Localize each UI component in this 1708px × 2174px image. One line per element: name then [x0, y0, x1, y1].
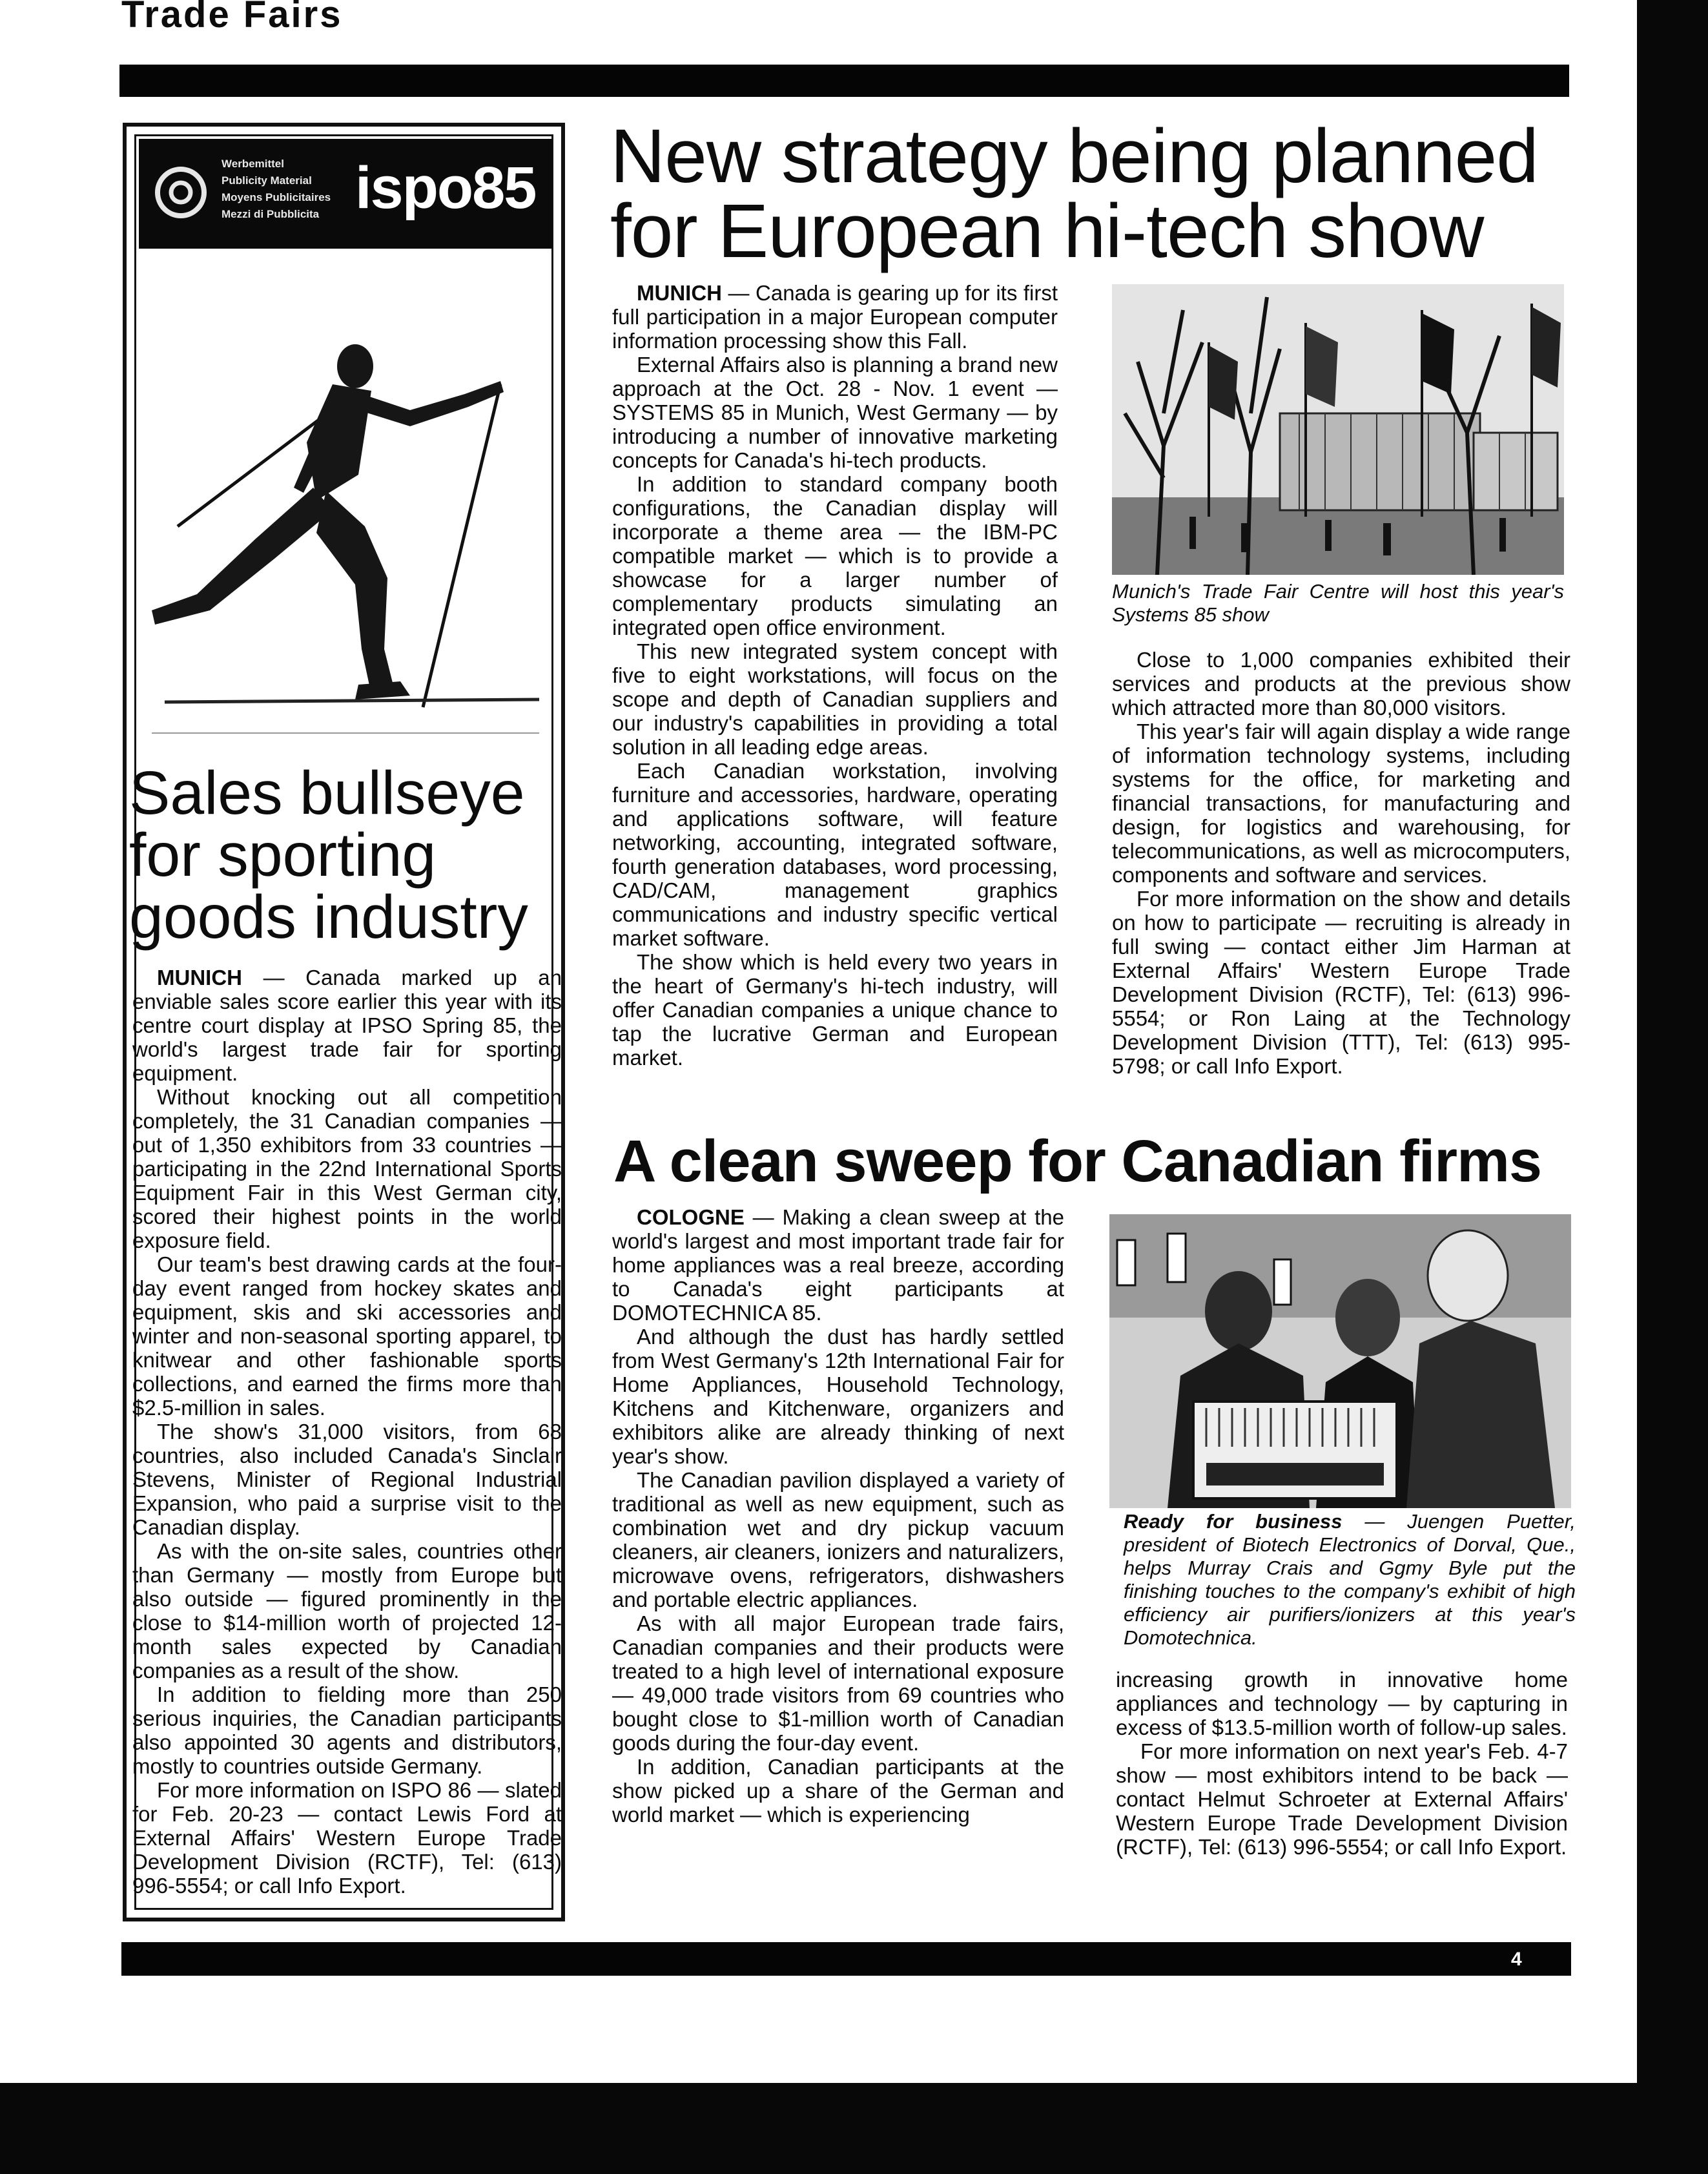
article2-paragraph: For more information on next year's Feb. 4-7 show — most exhibitors intend to be back — contact Helmut Schroeter at External Affairs' Western Europe Trade Development Division (RCTF), Tel: (613) 996-5554; or call Info Export. — [1116, 1739, 1568, 1859]
biotech-photo-caption: Ready for business — Juengen Puetter, president of Biotech Electronics of Dorval, Que., helps Murray Crais and Ggmy Byle put the finishing touches to the company's exhibit of high efficiency air purifiers/ionizers at this year's Domotechnica. — [1124, 1510, 1576, 1649]
dateline: MUNICH — [637, 281, 722, 305]
article2-paragraph: And although the dust has hardly settled from West Germany's 12th International Fair for Home Appliances, Household Technology, Kitchens and Kitchenware, organizers and exhibitors alike are already thinking of next year's show. — [612, 1325, 1064, 1468]
poster-line-2: Publicity Material — [221, 174, 312, 187]
sidebar-paragraph: For more information on ISPO 86 — slated for Feb. 20-23 — contact Lewis Ford at External Affairs' Western Europe Trade Development Division (RCTF), Tel: (613) 996-5554; or call Info Export. — [132, 1778, 562, 1898]
article1-paragraph: MUNICH — Canada is gearing up for its first full participation in a major European computer information processing show this Fall. — [612, 281, 1058, 353]
article1-paragraph: This new integrated system concept with five to eight workstations, will focus on the scope and depth of Canadian suppliers and our industry's capabilities in providing a total solution in all leading edge areas. — [612, 639, 1058, 759]
sidebar-paragraph: MUNICH — Canada marked up an enviable sales score earlier this year with its centre court display at IPSO Spring 85, the world's largest trade fair for sporting equipment. — [132, 966, 562, 1085]
article2-headline: A clean sweep for Canadian firms — [613, 1128, 1542, 1194]
trade-fair-centre-image — [1112, 284, 1564, 575]
sidebar-paragraph: The show's 31,000 visitors, from 68 countries, also included Canada's Sinclair Stevens, Minister of Regional Industrial Expansion, who paid a surprise visit to the Canadian display. — [132, 1420, 562, 1539]
article2-paragraph: increasing growth in innovative home appliances and technology — by capturing in excess of $13.5-million worth of follow-up sales. — [1116, 1668, 1568, 1739]
scan-bottom-edge — [0, 2083, 1708, 2174]
article2-column-1 — [612, 1205, 1064, 1827]
article1-paragraph: Close to 1,000 companies exhibited their services and products at the previous show which attracted more than 80,000 visitors. — [1112, 648, 1570, 719]
article1-paragraph: Each Canadian workstation, involving furniture and accessories, hardware, operating and applications software, will feature networking, accounting, integrated software, fourth generation databases, word processing, CAD/CAM, management graphics communications and industry specific vertical market software. — [612, 759, 1058, 950]
trade-fair-centre-photo — [1112, 284, 1564, 575]
trade-fair-photo-caption: Munich's Trade Fair Centre will host this year's Systems 85 show — [1112, 580, 1564, 626]
ispo-poster — [139, 139, 552, 759]
sidebar-body — [132, 966, 562, 1898]
ispo-logo: ispo85 — [355, 155, 536, 221]
article2-paragraph: COLOGNE — Making a clean sweep at the world's largest and most important trade fair for home appliances was a real breeze, according to Canada's eight participants at DOMOTECHNICA 85. — [612, 1205, 1064, 1325]
top-rule — [119, 65, 1569, 97]
article2-paragraph: The Canadian pavilion displayed a variety of traditional as well as new equipment, such as combination wet and dry pickup vacuum cleaners, air cleaners, ionizers and naturalizers, microwave ovens, refrigerators, dishwashers and portable electric appliances. — [612, 1468, 1064, 1611]
page-number: 4 — [1511, 1949, 1522, 1970]
poster-line-3: Moyens Publicitaires — [221, 191, 331, 203]
article2-column-2 — [1116, 1668, 1568, 1859]
cross-country-skier-illustration — [139, 139, 552, 759]
bottom-rule — [121, 1942, 1571, 1976]
sidebar-paragraph: In addition to fielding more than 250 serious inquiries, the Canadian participants also appointed 30 agents and distributors, mostly to countries outside Germany. — [132, 1682, 562, 1778]
article1-headline: New strategy being planned for European hi-tech show — [610, 114, 1538, 274]
article2-paragraph: As with all major European trade fairs, Canadian companies and their products were treated to a high level of international exposure — 49,000 trade visitors from 69 countries who bought close to $1-million worth of Canadian goods during the four-day event. — [612, 1611, 1064, 1755]
article1-paragraph: For more information on the show and details on how to participate — recruiting is already in full swing — contact either Jim Harman at External Affairs' Western Europe Trade Development Division (RCTF), Tel: (613) 996-5554; or Ron Laing at the Technology Development Division (TTT), Tel: (613) 995-5798; or call Info Export. — [1112, 887, 1570, 1078]
article1-paragraph: External Affairs also is planning a brand new approach at the Oct. 28 - Nov. 1 event —SYSTEMS 85 in Munich, West Germany — by introducing a number of innovative marketing concepts for Canada's hi-tech products. — [612, 353, 1058, 472]
biotech-exhibit-photo — [1109, 1214, 1571, 1508]
sidebar-paragraph: Without knocking out all competition completely, the 31 Canadian companies — out of 1,350 exhibitors from 33 countries —participating in the 22nd International Sports Equipment Fair in this West German city, scored their highest points in the world exposure field. — [132, 1085, 562, 1252]
caption-lead: Ready for business — [1124, 1510, 1343, 1533]
dateline: COLOGNE — [637, 1205, 745, 1229]
dateline: MUNICH — [157, 966, 242, 989]
article1-column-1 — [612, 281, 1058, 1070]
sidebar-paragraph: As with the on-site sales, countries other than Germany — mostly from Europe but also outside — figured prominently in the close to $14-million worth of projected 12-month sales expected by Canadian companies as a result of the show. — [132, 1539, 562, 1682]
article1-column-2 — [1112, 648, 1570, 1078]
biotech-exhibit-image — [1109, 1214, 1571, 1508]
article1-paragraph: The show which is held every two years in the heart of Germany's hi-tech industry, will offer Canadian companies a unique chance to tap the lucrative German and European market. — [612, 950, 1058, 1070]
poster-line-1: Werbemittel — [221, 158, 284, 170]
poster-line-4: Mezzi di Pubblicita — [221, 208, 320, 220]
scan-right-edge — [1637, 0, 1708, 2174]
article1-paragraph: In addition to standard company booth configurations, the Canadian display will incorporate a theme area — the IBM-PC compatible market — which is to provide a showcase for a larger number of complementary products simulating an integrated open office environment. — [612, 472, 1058, 639]
section-label: Trade Fairs — [121, 0, 343, 31]
article2-paragraph: In addition, Canadian participants at the show picked up a share of the German and world market — which is experiencing — [612, 1755, 1064, 1827]
sidebar-headline: Sales bullseye for sporting goods industry — [129, 759, 528, 951]
sidebar-paragraph: Our team's best drawing cards at the four-day event ranged from hockey skates and equipment, skis and ski accessories and winter and non-seasonal sporting apparel, to knitwear and other fashionable sports collections, and earned the firms more than $2.5-million in sales. — [132, 1252, 562, 1420]
article1-paragraph: This year's fair will again display a wide range of information technology systems, including systems for the office, for marketing and financial transactions, for manufacturing and design, for logistics and warehousing, for telecommunications, as well as microcomputers, components and software and services. — [1112, 719, 1570, 887]
